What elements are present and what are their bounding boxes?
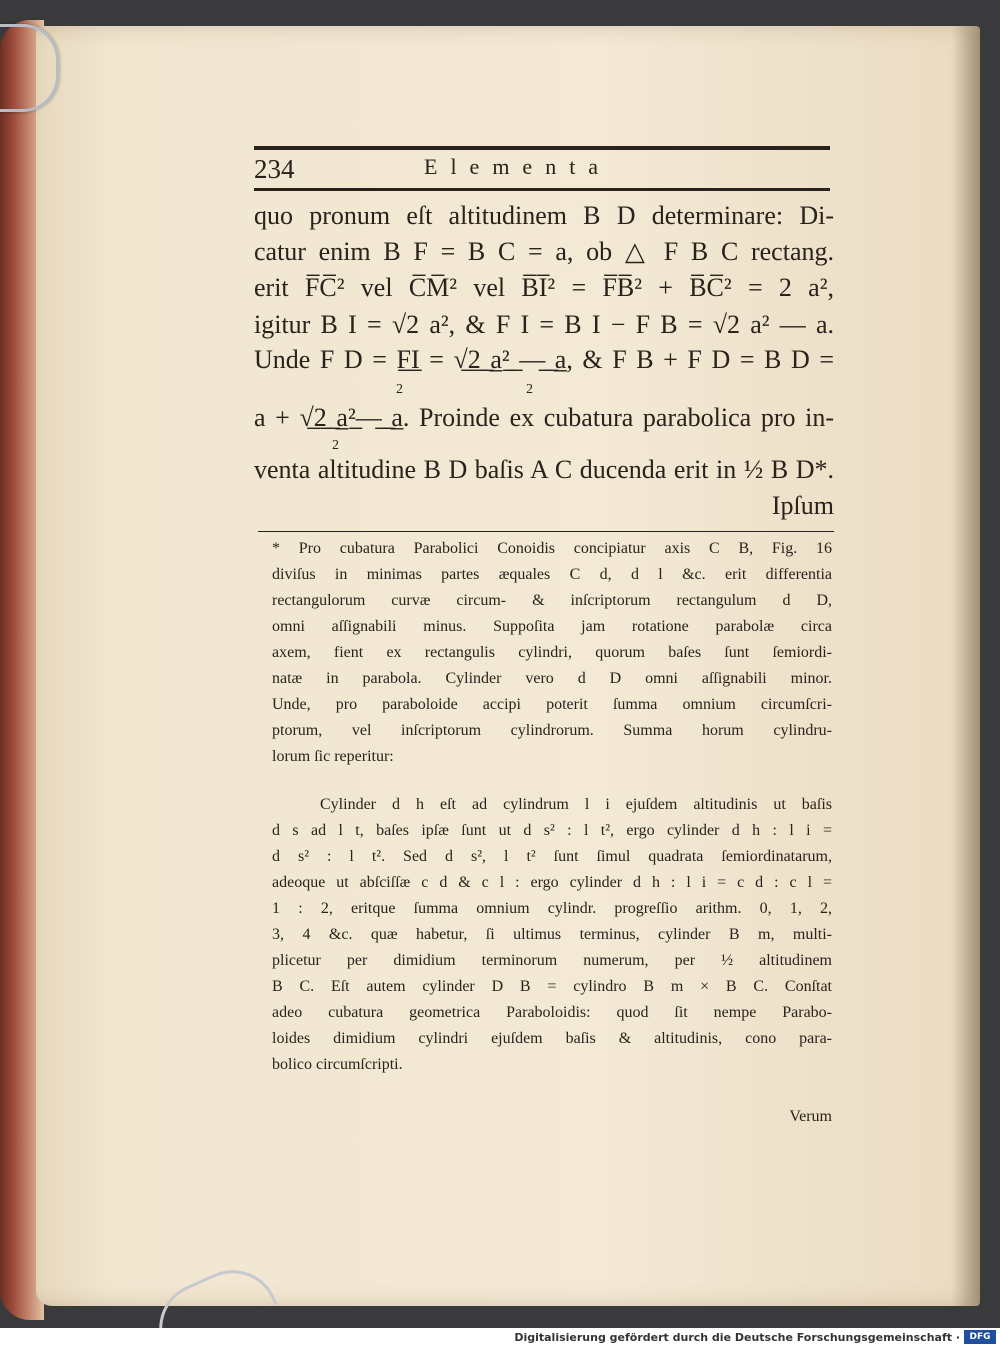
text-line: catur enim B F = B C = a, ob △ F B C rectang. [254,237,834,266]
footnote-line: 3, 4 &c. quæ habetur, ſi ultimus terminus, cylinder B m, multi- [272,926,832,943]
dfg-logo[interactable]: DFG [964,1330,996,1344]
footnote-line: d s ad l t, baſes ipſæ ſunt ut d s² : l t², ergo cylinder d h : l i = [272,822,832,839]
footnote-line: lorum ſic reperitur: [272,748,394,765]
footnote-line: omni aſſignabili minus. Suppoſita jam rotatione parabolæ circa [272,618,832,635]
footnote-line: diviſus in minimas partes æquales C d, d l &c. erit differentia [272,566,832,583]
footnote-line: loides dimidium cylindri ejuſdem baſis & altitudinis, cono para- [272,1030,832,1047]
page-number: 234 [254,154,295,184]
footnote-line: adeo cubatura geometrica Paraboloidis: quod ſit nempe Parabo- [272,1004,832,1021]
footnote-line: natæ in parabola. Cylinder vero d D omni aſſignabili minor. [272,670,832,687]
footnote-rule [258,531,834,532]
header-rule-top [254,146,830,150]
footnote-line: * Pro cubatura Parabolici Conoidis concipiatur axis C B, Fig. 16 [272,540,832,557]
text-line: erit F̅C̅² vel C̅M̅² vel B̅I̅² = F̅B̅² + B̅C̅² = 2 a², [254,273,834,302]
footnote-line: bolico circumſcripti. [272,1056,403,1073]
fraction-denominator: 2 [332,438,339,453]
text-line: igitur B I = √2 a², & F I = B I − F B = √2 a² — a. [254,310,834,339]
text-line: venta altitudine B D baſis A C ducenda erit in ½ B D*. [254,455,834,484]
running-head: Elementa [424,154,612,179]
text-line: Unde F D = F̲I̲ = √̲2̲ ̲a̲²̲ ̲—̲ ̲a̲, & F B + F D = B D = [254,345,834,374]
footnote-line: 1 : 2, eritque ſumma omnium cylindr. progreſſio arithm. 0, 1, 2, [272,900,832,917]
footnote-line: d s² : l t². Sed d s², l t² ſunt ſimul quadrata ſemiordinatarum, [272,848,832,865]
fraction-denominator: 2 [396,382,403,397]
catchword-main: Ipſum [771,491,834,520]
footnote-line: axem, fient ex rectangulis cylindri, quorum baſes ſunt ſemiordi- [272,644,832,661]
fraction-denominator: 2 [526,382,533,397]
footnote-line: adeoque ut abſciſſæ c d & c l : ergo cylinder d h : l i = c d : c l = [272,874,832,891]
catchword: Verum [789,1108,832,1125]
page-gutter-shadow [952,26,980,1306]
footnote-line: Unde, pro paraboloide accipi poterit ſumma omnium circumſcri- [272,696,832,713]
header-rule-bottom [254,188,830,191]
footnote-line: rectangulorum curvæ circum- & inſcriptorum rectangulum d D, [272,592,832,609]
page-clip-top [0,24,59,112]
footnote-line: B C. Eſt autem cylinder D B = cylindro B m × B C. Conſtat [272,978,832,995]
text-line: quo pronum eſt altitudinem B D determinare: Di- [254,201,834,230]
digitization-text: Digitalisierung gefördert durch die Deutsche Forschungsgemeinschaft · [514,1331,960,1344]
footnote-line: Cylinder d h eſt ad cylindrum l i ejuſdem altitudinis ut baſis [320,796,832,813]
digitization-banner [0,1328,1000,1346]
footnote-line: ptorum, vel inſcriptorum cylindrorum. Summa horum cylindru- [272,722,832,739]
footnote-line: plicetur per dimidium terminorum numerum, per ½ altitudinem [272,952,832,969]
text-line: a + √̲2̲ ̲a̲²̲—̲ ̲a̲. Proinde ex cubatura parabolica pro in- [254,403,834,432]
